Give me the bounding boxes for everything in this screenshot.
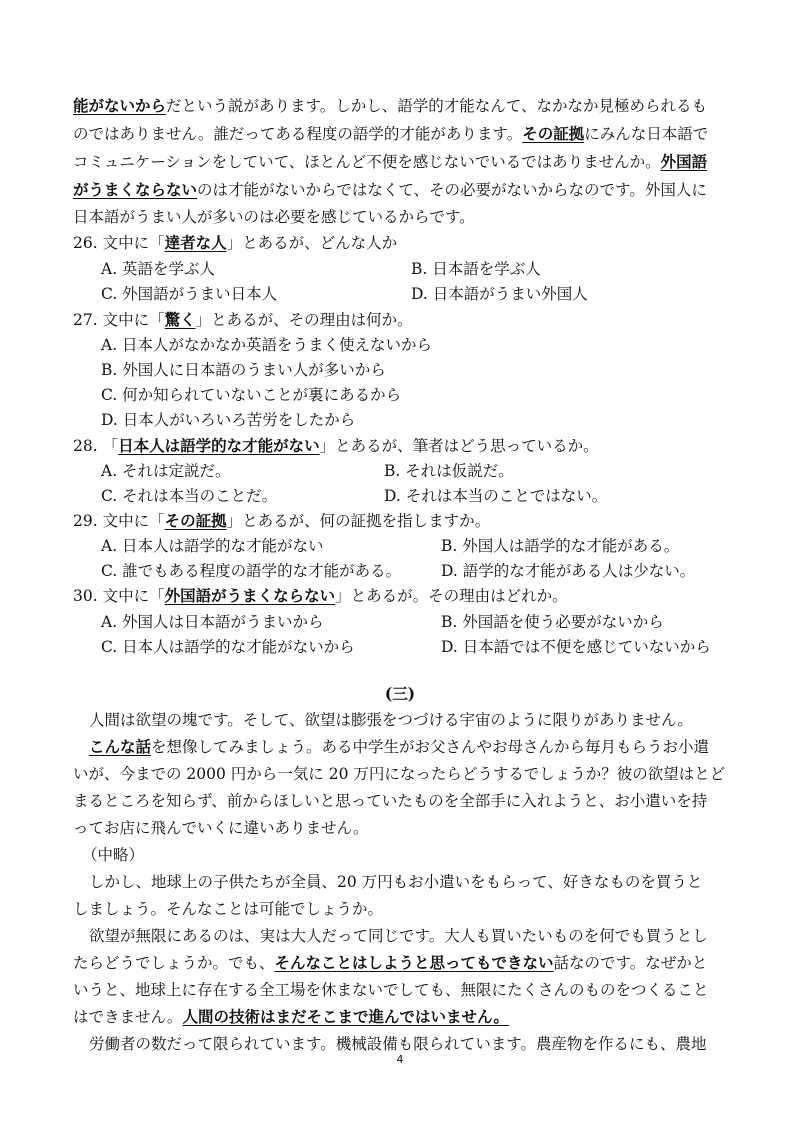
question-keyword: その証拠 [164,511,227,530]
passage-text: 日本語がうまい人が多いのは必要を感じているからです。 [73,208,475,226]
question-suffix: 」とあるが、どんな人か [226,234,398,252]
passage-line [73,180,733,200]
passage-text: まるところを知らず、前からほしいと思っていたものを全部手に入れようと、お小遣いを持 [73,792,708,810]
passage-line [89,926,734,946]
underlined-phrase: そんなことはしようと思ってもできない [274,953,554,972]
passage-text: 人間は欲望の塊です。そして、欲望は膨張をつづける宇宙のように限りがありません。 [89,711,693,729]
question-keyword: 外国語がうまくならない [164,586,336,605]
option-d[interactable]: D. 日本人がいろいろ苦労をしたから [101,411,356,429]
passage-line [73,207,733,227]
passage-line [73,764,733,784]
option-b[interactable]: B. それは仮説だ。 [384,462,514,480]
passage-text: を想像してみましょう。ある中学生がお父さんやお母さんから毎月もらうお小遣 [151,738,710,756]
question-prefix: 30. 文中に「 [73,587,165,605]
option-a[interactable]: A. 外国人は日本語がうまいから [101,613,324,631]
option-b[interactable]: B. 外国人に日本語のうまい人が多いから [101,361,386,379]
option-d[interactable]: D. 日本語では不便を感じていないから [441,638,711,656]
option-b[interactable]: B. 外国語を使う必要がないから [441,613,664,631]
question-suffix: 」とあるが、筆者はどう思っているか。 [319,437,599,455]
passage-text: たらどうでしょうか。でも、 [73,954,275,972]
option-d[interactable]: D. 日本語がうまい外国人 [411,285,588,303]
question-suffix: 」とあるが、何の証拠を指しますか。 [226,512,491,530]
question-keyword: 日本人は語学的な才能がない [118,436,320,455]
option-a[interactable]: A. 日本人は語学的な才能がない [101,537,324,555]
page-number: 4 [396,1053,404,1066]
underlined-phrase: こんな話 [89,737,152,756]
passage-line [73,818,733,838]
passage-text: だという説があります。しかし、語学的才能なんて、なかなか見極められるも [166,97,707,115]
passage-text: 欲望が無限にあるのは、実は大人だって同じです。大人も買いたいものを何でも買うとし [89,927,708,945]
option-b[interactable]: B. 日本語を学ぶ人 [411,260,541,278]
question-30 [73,586,733,606]
passage-line [73,899,733,919]
question-26 [73,233,733,253]
passage-line [82,845,742,865]
option-c[interactable]: C. 何か知られていないことが裏にあるから [101,386,402,404]
passage-text: いが、今までの 2000 円から一気に 20 万円になったらどうするでしょうか？彼の欲望はとど [73,765,726,783]
passage-line [73,152,733,172]
passage-line [73,1007,733,1027]
passage-text: ってお店に飛んでいくに違いありません。 [73,819,369,837]
option-a[interactable]: A. それは定説だ。 [101,462,231,480]
option-a[interactable]: A. 日本人がなかなか英語をうまく使えないから [101,336,433,354]
passage-line [89,737,734,757]
option-c[interactable]: C. 外国語がうまい日本人 [101,285,278,303]
passage-text: しましょう。そんなことは可能でしょうか。 [73,900,384,918]
option-b[interactable]: B. 外国人は語学的な才能がある。 [441,537,680,555]
passage-text: いうと、地球上に存在する全工場を休まないでしても、無限にたくさんのものをつくること [73,981,709,999]
question-keyword: 達者な人 [164,233,227,252]
question-keyword: 驚く [164,310,196,329]
option-a[interactable]: A. 英語を学ぶ人 [101,260,216,278]
section-heading: (三) [384,684,416,703]
passage-line [73,96,733,116]
question-28 [73,436,733,456]
option-d[interactable]: D. 語学的な才能がある人は少ない。 [441,562,696,580]
option-c[interactable]: C. 誰でもある程度の語学的な才能がある。 [101,562,402,580]
option-d[interactable]: D. それは本当のことではない。 [384,487,608,505]
passage-text: コミュニケーションをしていて、ほとんど不便を感じないでいるではありませんか。 [73,153,661,171]
passage-text: しかし、地球上の子供たちが全員、20 万円もお小遣いをもらって、好きなものを買うと [89,873,703,891]
passage-line [73,124,733,144]
passage-text: はできません。 [73,1008,183,1026]
underlined-phrase: 外国語 [660,152,708,171]
passage-text: のではありません。誰だってある程度の語学的才能があります。 [73,125,523,143]
passage-text: 話なのです。なぜかと [553,954,708,972]
question-suffix: 」とあるが、その理由は何か。 [195,311,413,329]
question-prefix: 26. 文中に「 [73,234,165,252]
question-suffix: 」とあるが。その理由はどれか。 [335,587,568,605]
passage-text: にみんな日本語で [584,125,709,143]
option-c[interactable]: C. 日本人は語学的な才能がないから [101,638,355,656]
passage-line [73,953,733,973]
question-prefix: 29. 文中に「 [73,512,165,530]
passage-line [89,710,734,730]
question-29 [73,511,733,531]
question-prefix: 28. 「 [73,437,119,455]
question-27 [73,310,733,330]
underlined-phrase: その証拠 [522,124,585,143]
underlined-phrase: 能がないから [73,96,167,115]
question-prefix: 27. 文中に「 [73,311,165,329]
passage-text: （中略） [82,846,145,864]
passage-line [89,872,734,892]
underlined-phrase: がうまくならない [73,180,198,199]
passage-line [73,791,733,811]
passage-text: のは才能がないからではなくて、その必要がないからなのです。外国人に [197,181,707,199]
passage-line [89,1034,734,1054]
passage-text: 労働者の数だって限られています。機械設備も限られています。農産物を作るにも、農地 [89,1035,707,1053]
option-c[interactable]: C. それは本当のことだ。 [101,487,278,505]
passage-line [73,980,733,1000]
underlined-phrase: 人間の技術はまだそこまで進んではいません。 [182,1007,509,1026]
